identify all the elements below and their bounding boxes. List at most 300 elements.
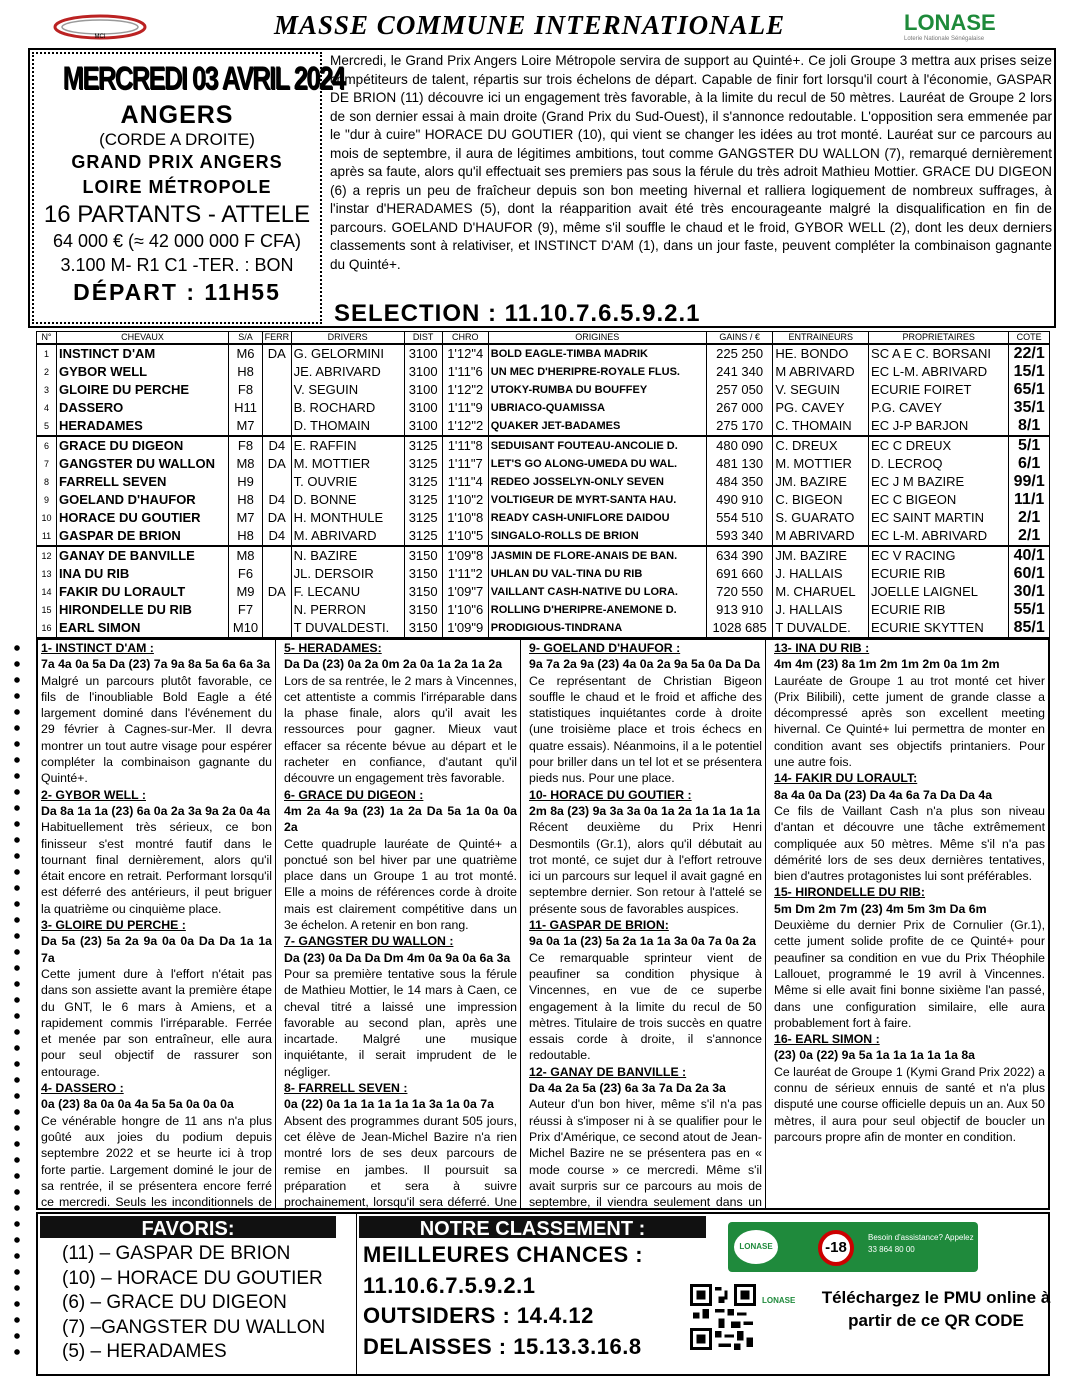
cell-trainer: C. BIGEON: [773, 491, 869, 509]
analysis-text: Cette quadruple lauréate de Quinté+ a ponctué son bel hiver par une quatrième place dans un Groupe 1 au trot monté. Elle a moins de références corde à droite mais est clairement compétitive dans un 3e échelon. A retenir en bon rang.: [284, 836, 517, 933]
cell-dist: 3100: [404, 344, 442, 363]
cell-trainer: J. HALLAIS: [773, 565, 869, 583]
favori-item: (5) – HERADAMES: [62, 1341, 227, 1362]
analysis-column-3: [526, 640, 766, 1210]
analysis-perf: 9a 0a 1a (23) 5a 2a 1a 1a 3a 0a 7a 0a 2a: [529, 934, 757, 949]
analysis-text: Habituellement très sérieux, ce bon finisseur s'est montré fautif dans le tournant final dernièrement, alors qu'il était encore en retrait. Performant lorsqu'il est déferré des antérieurs, il peut briguer la quatrième ou cinquième place.: [41, 820, 272, 916]
analysis-text: Malgré un parcours plutôt favorable, ce fils de l'inoubliable Bold Eagle a été largement dominé dans l'événement du 29 février à Cagnes-sur-Mer. Il devra montrer un tout autre visage pour espérer compléter la combinaison gagnante du Quinté+.: [41, 673, 272, 786]
cell-driver: N. BAZIRE: [291, 546, 404, 565]
cell-horse: HERADAMES: [57, 417, 229, 436]
cell-sa: M10: [229, 619, 263, 638]
download-text: Téléchargez le PMU online à partir de ce QR CODE: [821, 1288, 1051, 1330]
column-header: ORIGINES: [488, 332, 706, 344]
analysis-perf: 2m 8a (23) 9a 3a 3a 0a 1a 2a 1a 1a 1a 1a: [529, 803, 761, 818]
cell-n: 13: [37, 565, 57, 583]
masthead-title: MASSE COMMUNE INTERNATIONALE: [274, 10, 786, 40]
cell-trainer: M ABRIVARD: [773, 527, 869, 546]
column-header: COTE: [1009, 332, 1050, 344]
cell-trainer: M. MOTTIER: [773, 455, 869, 473]
favori-item: (7) –GANGSTER DU WALLON: [62, 1316, 326, 1338]
analysis-text: Ce vénérable hongre de 11 ans n'a plus goûté aux joies du podium depuis septembre 2022 et se heurte ici à trop forte partie. Largement dominé le jour de sa rentrée, il se présentera encore ferré ce mercredi. Seuls les inconditionnels de: [41, 1113, 272, 1210]
cell-gains: 275 170: [706, 417, 773, 436]
analysis-text: Cette jument dure à l'effort n'était pas dans son assiette avant la première étape du GNT, le 6 mars à Amiens, et a rapidement commis l'irréparable. Ferrée et menée par son entraîneur, elle aura pour seul objectif de rassurer son entourage.: [41, 966, 272, 1079]
cell-chro: 1'10"5: [442, 527, 488, 546]
cell-horse: GASPAR DE BRION: [57, 527, 229, 546]
table-row: [37, 619, 1050, 638]
cell-origin: SEDUISANT FOUTEAU-ANCOLIE D.: [488, 436, 706, 455]
analysis-text: Deuxième du dernier Prix de Cornulier (Gr.1), cette jument solide profite de ce Quinté+ pour peaufiner sa condition en vue du Prix Théophile Lallouet, programmé le 19 avril à Vincennes. Même si elle avait fini bonne sixième l'an passé, dans une configuration similaire, elle aura probablement fort à faire.: [774, 918, 1045, 1030]
program-page: [24, 6, 1060, 1376]
table-row: [37, 473, 1050, 491]
qr-code-icon[interactable]: [690, 1284, 756, 1350]
analysis-text: Lauréate de Groupe 1 au trot monté cet hiver (Prix Bilibili), cette jument de grande classe a décompressé après son excellent meeting hivernal. Ce Quinté+ lui permettra de monter en condition avant ses objectifs printaniers. Pour une autre fois.: [774, 673, 1045, 770]
cell-ferr: [263, 399, 292, 417]
assistance-phone: 33 864 80 00: [868, 1245, 915, 1254]
cell-owner: ECURIE FOIRET: [869, 381, 1009, 399]
lonase-logo: [904, 10, 996, 42]
table-row: [37, 546, 1050, 565]
cell-chro: 1'10"2: [442, 491, 488, 509]
cell-origin: UHLAN DU VAL-TINA DU RIB: [488, 565, 706, 583]
table-row: [37, 399, 1050, 417]
cell-n: 2: [37, 363, 57, 381]
cell-trainer: HE. BONDO: [773, 344, 869, 363]
cell-driver: D. BONNE: [291, 491, 404, 509]
cell-sa: H8: [229, 363, 263, 381]
table-header-row: [37, 332, 1050, 344]
cell-horse: GOELAND D'HAUFOR: [57, 491, 229, 509]
race-info-panel: [32, 52, 345, 324]
table-row: [37, 455, 1050, 473]
table-row: [37, 363, 1050, 381]
cell-owner: EC C DREUX: [869, 436, 1009, 455]
cell-ferr: [263, 381, 292, 399]
cell-ferr: D4: [263, 436, 292, 455]
column-header: PROPRIETAIRES: [869, 332, 1009, 344]
cell-origin: QUAKER JET-BADAMES: [488, 417, 706, 436]
cell-dist: 3125: [404, 491, 442, 509]
cell-chro: 1'11"6: [442, 363, 488, 381]
analysis-perf: Da 4a 2a 5a (23) 6a 3a 7a Da 2a 3a: [529, 1081, 726, 1096]
race-summary-box: [28, 48, 1056, 328]
cell-sa: F8: [229, 381, 263, 399]
cell-cote: 30/1: [1009, 583, 1050, 601]
analysis-text: Lors de sa rentrée, le 2 mars à Vincennes, cet attentiste a commis l'irréparable dans la phase finale, alors qu'il avait les ressources pour gagner. Mieux vaut effacer sa récente bévue au départ et le racheter en confiance, d'autant qu'il découvre un engagement très favorable.: [284, 673, 517, 786]
cell-chro: 1'11"4: [442, 473, 488, 491]
cell-gains: 634 390: [706, 546, 773, 565]
cell-horse: GLOIRE DU PERCHE: [57, 381, 229, 399]
race-intro-text: Mercredi, le Grand Prix Angers Loire Métropole servira de support au Quinté+. Ce joli Groupe 3 mettra aux prises seize compétiteurs de talent, répartis sur trois échelons de départ. Capable de finir fort lorsqu'il court à l'économie, GASPAR DE BRION (11) découvre ici un engagement très favorable, à la limite du recul de 50 mètres. Lauréat de Groupe 2 lors de son dernier essai à main droite (Grand Prix du Sud-Ouest), il s'annonce redoutable. L'opposition sera emmenée par le "dur à cuire" HORACE DU GOUTIER (10), qui vient se changer les idées au trot monté. Lauréat sur ce parcours au mois de septembre, il aura de légitimes ambitions, tout comme GANGSTER DU WALLON (7), remarqué dernièrement après sa faute, alors qu'il effectuait ses premiers pas sous la férule du très adroit Mathieu Mottier. GRACE DU DIGEON (6) a repris un peu de fraîcheur depuis son bon meeting hivernal et ralliera logiquement de nombreux suffrages, à l'instar d'HERADAMES (5), dont la réapparition avait été très encourageante malgré la disqualification en fin de parcours. GOELAND D'HAUFOR (9), même s'il souffle le chaud et le froid, GYBOR WELL (2), dont les deux derniers classements sont à relativiser, et INSTINCT D'AM (1), dans un jour faste, peuvent compléter la combinaison gagnante du Quinté+.: [330, 53, 1052, 272]
cell-owner: EC V RACING: [869, 546, 1009, 565]
cell-n: 9: [37, 491, 57, 509]
cell-horse: FAKIR DU LORAULT: [57, 583, 229, 601]
cell-n: 4: [37, 399, 57, 417]
race-date: MERCREDI 03 AVRIL 2024: [62, 60, 345, 96]
cell-n: 7: [37, 455, 57, 473]
assistance-label: Besoin d'assistance? Appelez: [868, 1233, 974, 1242]
analysis-item: [41, 917, 272, 1080]
cell-driver: M. ABRIVARD: [291, 527, 404, 546]
cell-ferr: DA: [263, 344, 292, 363]
analysis-perf: 7a 4a 0a 5a Da (23) 7a 9a 8a 5a 6a 6a 3a: [41, 657, 271, 672]
cell-trainer: T DUVALDE.: [773, 619, 869, 638]
cell-horse: FARRELL SEVEN: [57, 473, 229, 491]
assistance-text: [868, 1232, 974, 1256]
race-distance: 3.100 M- R1 C1 -TER. : BON: [60, 255, 294, 275]
cell-cote: 40/1: [1009, 546, 1050, 565]
analysis-section: [36, 638, 1050, 1210]
cell-sa: H9: [229, 473, 263, 491]
cell-n: 10: [37, 509, 57, 527]
cell-owner: SC A E C. BORSANI: [869, 344, 1009, 363]
favori-item: (6) – GRACE DU DIGEON: [62, 1292, 287, 1313]
analysis-title: 15- HIRONDELLE DU RIB:: [774, 885, 925, 900]
cell-horse: DASSERO: [57, 399, 229, 417]
analysis-column-1: [36, 640, 276, 1210]
cell-owner: JOELLE LAIGNEL: [869, 583, 1009, 601]
analysis-title: 8- FARRELL SEVEN :: [284, 1081, 408, 1096]
analysis-item: [284, 1080, 517, 1210]
age-restriction-icon: -18: [818, 1230, 854, 1266]
cell-sa: H8: [229, 527, 263, 546]
selection: SELECTION : 11.10.7.6.5.9.2.1: [334, 300, 701, 327]
analysis-text: Ce lauréat de Groupe 1 (Kymi Grand Prix 2022) a connu de sérieux ennuis de santé et n'a plus disputé une course officielle depuis un an. Aux 50 mètres, il aura pour seul objectif de boucler un parcours propre afin de monter en condition.: [774, 1064, 1045, 1144]
cell-horse: EARL SIMON: [57, 619, 229, 638]
cell-chro: 1'09"9: [442, 619, 488, 638]
column-header: ENTRAINEURS: [773, 332, 869, 344]
mci-logo: [52, 12, 148, 42]
cell-n: 14: [37, 583, 57, 601]
cell-chro: 1'12"2: [442, 381, 488, 399]
race-corde: (CORDE A DROITE): [99, 130, 255, 149]
cell-ferr: [263, 473, 292, 491]
mci-logo-text: MCI: [94, 34, 106, 40]
analysis-perf: 4m 4m (23) 8a 1m 2m 1m 2m 0a 1m 2m: [774, 657, 1000, 672]
analysis-item: [529, 640, 762, 787]
cell-cote: 11/1: [1009, 491, 1050, 509]
cell-cote: 2/1: [1009, 509, 1050, 527]
cell-gains: 241 340: [706, 363, 773, 381]
cell-owner: ECURIE RIB: [869, 601, 1009, 619]
column-header: FERR: [263, 332, 292, 344]
column-header: N°: [37, 332, 57, 344]
cell-sa: M7: [229, 417, 263, 436]
cell-cote: 55/1: [1009, 601, 1050, 619]
cell-gains: 225 250: [706, 344, 773, 363]
analysis-item: [41, 1080, 272, 1210]
cell-driver: F. LECANU: [291, 583, 404, 601]
analysis-item: [284, 640, 517, 787]
analysis-title: 1- INSTINCT D'AM :: [41, 641, 154, 655]
table-row: [37, 491, 1050, 509]
analysis-perf: Da (23) 0a Da Da Dm 4m 0a 9a 0a 6a 3a: [284, 950, 511, 965]
cell-cote: 22/1: [1009, 344, 1050, 363]
cell-dist: 3125: [404, 455, 442, 473]
column-header: CHEVAUX: [57, 332, 229, 344]
race-city: ANGERS: [120, 101, 234, 129]
cell-ferr: [263, 565, 292, 583]
cell-dist: 3150: [404, 565, 442, 583]
cell-chro: 1'11"7: [442, 455, 488, 473]
cell-sa: M8: [229, 455, 263, 473]
classement-title: NOTRE CLASSEMENT :: [357, 1214, 708, 1240]
cell-trainer: V. SEGUIN: [773, 381, 869, 399]
lonase-badge: LONASE: [734, 1230, 778, 1264]
cell-owner: ECURIE SKYTTEN: [869, 619, 1009, 638]
cell-driver: G. GELORMINI: [291, 344, 404, 363]
cell-dist: 3100: [404, 417, 442, 436]
cell-dist: 3100: [404, 399, 442, 417]
cell-owner: EC L-M. ABRIVARD: [869, 527, 1009, 546]
cell-trainer: JM. BAZIRE: [773, 546, 869, 565]
cell-chro: 1'11"2: [442, 565, 488, 583]
cell-origin: VAILLANT CASH-NATIVE DU LORA.: [488, 583, 706, 601]
cell-owner: P.G. CAVEY: [869, 399, 1009, 417]
header: [24, 6, 1060, 46]
cell-horse: HORACE DU GOUTIER: [57, 509, 229, 527]
analysis-text: Ce remarquable sprinteur vient de peaufiner sa condition physique à Vincennes, en vue de ce superbe engagement à la limite du recul de 50 mètres. Titulaire de trois succès en quatre essais corde à droite, il s'annonce redoutable.: [529, 950, 762, 1063]
cell-trainer: C. DREUX: [773, 436, 869, 455]
cell-owner: EC J-P BARJON: [869, 417, 1009, 436]
cell-n: 12: [37, 546, 57, 565]
analysis-item: [529, 787, 762, 917]
cell-sa: H8: [229, 491, 263, 509]
cell-chro: 1'10"6: [442, 601, 488, 619]
cell-gains: 593 340: [706, 527, 773, 546]
cell-origin: UN MEC D'HERIPRE-ROYALE FLUS.: [488, 363, 706, 381]
cell-origin: SINGALO-ROLLS DE BRION: [488, 527, 706, 546]
cell-sa: M9: [229, 583, 263, 601]
cell-chro: 1'11"9: [442, 399, 488, 417]
analysis-text: Ce fils de Vaillant Cash n'a plus son niveau d'antan et découvre une tâche extrêmement compliquée aux 50 mètres. Même s'il n'a pas démérité lors de ses deux dernières tentatives, bien d'autres protagonistes lui sont préférables.: [774, 803, 1045, 884]
cell-horse: HIRONDELLE DU RIB: [57, 601, 229, 619]
cell-trainer: M. CHARUEL: [773, 583, 869, 601]
cell-n: 6: [37, 436, 57, 455]
cell-driver: B. ROCHARD: [291, 399, 404, 417]
cell-driver: T. OUVRIE: [291, 473, 404, 491]
analysis-text: Auteur d'un bon hiver, même s'il n'a pas réussi à s'imposer ni à se qualifier pour le Prix d'Amérique, ce second atout de Jean-Michel Bazire ne se présentera pas en « mode course » ce mercredi. Même s'il avait surpris sur ce parcours au mois de septembre, il viendra seulement dans un: [529, 1097, 762, 1210]
analysis-title: 2- GYBOR WELL :: [41, 787, 146, 802]
cell-gains: 720 550: [706, 583, 773, 601]
cell-driver: E. RAFFIN: [291, 436, 404, 455]
cell-chro: 1'09"7: [442, 583, 488, 601]
analysis-perf: 4m 2a 4a 9a (23) 1a 2a Da 5a 1a 0a 0a 2a: [284, 803, 517, 835]
cell-origin: READY CASH-UNIFLORE DAIDOU: [488, 509, 706, 527]
cell-horse: INSTINCT D'AM: [57, 344, 229, 363]
analysis-perf: (23) 0a (22) 9a 5a 1a 1a 1a 1a 1a 8a: [774, 1048, 976, 1063]
cell-dist: 3125: [404, 509, 442, 527]
race-prize: 64 000 € (≈ 42 000 000 F CFA): [52, 231, 302, 251]
analysis-column-2: [281, 640, 521, 1210]
analysis-item: [529, 1064, 762, 1210]
table-row: [37, 601, 1050, 619]
analysis-perf: 0a (22) 0a 1a 1a 1a 1a 1a 3a 1a 0a 7a: [284, 1097, 494, 1112]
cell-dist: 3100: [404, 381, 442, 399]
cell-ferr: [263, 601, 292, 619]
delaisses: DELAISSES : 15.13.3.16.8: [363, 1333, 642, 1359]
race-partants: 16 PARTANTS - ATTELE: [43, 201, 311, 228]
analysis-item: [774, 640, 1045, 770]
runners-table: [36, 331, 1050, 639]
analysis-perf: 9a 7a 2a 9a (23) 4a 0a 2a 9a 5a 0a Da Da: [529, 657, 761, 672]
race-name-line2: LOIRE MÉTROPOLE: [82, 177, 272, 197]
cell-dist: 3125: [404, 473, 442, 491]
cell-owner: EC SAINT MARTIN: [869, 509, 1009, 527]
cell-owner: EC C BIGEON: [869, 491, 1009, 509]
analysis-perf: 0a (23) 8a 0a 0a 4a 5a 5a 0a 0a 0a: [41, 1097, 234, 1112]
cell-n: 15: [37, 601, 57, 619]
analysis-title: 6- GRACE DU DIGEON :: [284, 787, 424, 802]
cell-gains: 480 090: [706, 436, 773, 455]
analysis-column-4: [771, 640, 1050, 1210]
cell-ferr: DA: [263, 583, 292, 601]
cell-gains: 1028 685: [706, 619, 773, 638]
analysis-title: 4- DASSERO :: [41, 1081, 124, 1096]
race-depart: DÉPART : 11H55: [73, 279, 281, 305]
cell-cote: 35/1: [1009, 399, 1050, 417]
cell-chro: 1'12"2: [442, 417, 488, 436]
favoris-title: FAVORIS:: [38, 1214, 338, 1240]
cell-trainer: PG. CAVEY: [773, 399, 869, 417]
column-header: S/A: [229, 332, 263, 344]
cell-origin: LET'S GO ALONG-UMEDA DU WAL.: [488, 455, 706, 473]
classement-panel: [356, 1214, 708, 1374]
cell-gains: 267 000: [706, 399, 773, 417]
analysis-text: Absent des programmes durant 505 jours, cet élève de Jean-Michel Bazire n'a rien montré lors de ses deux parcours de remise en jambes. Il poursuit sa préparation et sera à suivre prochainement, lorsqu'il sera déferré. Une: [284, 1113, 517, 1210]
analysis-perf: 8a 4a 0a Da (23) Da 4a 6a 7a Da Da 4a: [774, 787, 993, 802]
cell-origin: REDEO JOSSELYN-ONLY SEVEN: [488, 473, 706, 491]
cell-n: 16: [37, 619, 57, 638]
cell-dist: 3100: [404, 363, 442, 381]
cell-cote: 65/1: [1009, 381, 1050, 399]
cell-chro: 1'09"8: [442, 546, 488, 565]
cell-dist: 3150: [404, 619, 442, 638]
cell-trainer: C. THOMAIN: [773, 417, 869, 436]
cell-ferr: [263, 546, 292, 565]
cell-driver: H. MONTHULE: [291, 509, 404, 527]
analysis-item: [529, 917, 762, 1064]
cell-dist: 3150: [404, 583, 442, 601]
analysis-item: [284, 933, 517, 1080]
cell-driver: JE. ABRIVARD: [291, 363, 404, 381]
cell-owner: EC J M BAZIRE: [869, 473, 1009, 491]
cell-trainer: M ABRIVARD: [773, 363, 869, 381]
chances-values: 11.10.6.7.5.9.2.1: [363, 1272, 536, 1298]
favoris-list: [38, 1242, 338, 1365]
cell-ferr: [263, 363, 292, 381]
cell-gains: 554 510: [706, 509, 773, 527]
analysis-perf: Da Da (23) 0a 2a 0m 2a 0a 1a 2a 1a 2a: [284, 657, 503, 672]
analysis-title: 16- EARL SIMON :: [774, 1032, 880, 1047]
lonase-logo-text: LONASE: [904, 10, 996, 35]
analysis-perf: Da 8a 1a 1a (23) 6a 0a 2a 3a 9a 2a 0a 4a: [41, 803, 271, 818]
cell-gains: 490 910: [706, 491, 773, 509]
cell-origin: UBRIACO-QUAMISSA: [488, 399, 706, 417]
cell-driver: N. PERRON: [291, 601, 404, 619]
cell-origin: VOLTIGEUR DE MYRT-SANTA HAU.: [488, 491, 706, 509]
analysis-title: 3- GLOIRE DU PERCHE :: [41, 918, 186, 933]
analysis-item: [284, 787, 517, 934]
cell-trainer: J. HALLAIS: [773, 601, 869, 619]
analysis-text: Ce représentant de Christian Bigeon souffle le chaud et le froid et affiche des statistiques inquiétantes corde à droite (une troisième place et trois échecs en quatre essais). Néanmoins, il a le potentiel pour briller dans un tel lot et se présentera pieds nus. Pour une place.: [529, 673, 762, 786]
cell-trainer: S. GUARATO: [773, 509, 869, 527]
analysis-perf: Da 5a (23) 5a 2a 9a 0a 0a Da Da 1a 1a 7a: [41, 934, 272, 965]
cell-cote: 8/1: [1009, 417, 1050, 436]
cell-sa: F6: [229, 565, 263, 583]
column-header: CHRO: [442, 332, 488, 344]
table-row: [37, 381, 1050, 399]
cell-gains: 481 130: [706, 455, 773, 473]
responsible-gaming-banner: [728, 1222, 978, 1272]
analysis-text: Récent deuxième du Prix Henri Desmontils (Gr.1), alors qu'il débutait au trot monté, ce sujet dur à l'effort retrouve ici un parcours sur lequel il avait gagné en septembre dernier. Son retour à l'attelé se présente sous de favorables auspices.: [529, 820, 762, 916]
cell-gains: 913 910: [706, 601, 773, 619]
cell-cote: 2/1: [1009, 527, 1050, 546]
cell-cote: 60/1: [1009, 565, 1050, 583]
analysis-title: 10- HORACE DU GOUTIER :: [529, 787, 692, 802]
analysis-text: Pour sa première tentative sous la férule de Mathieu Mottier, le 14 mars à Caen, ce cheval titré a laissé une impression favorable au second plan, après une incartade. Malgré une musique inquiétante, il serait imprudent de le négliger.: [284, 966, 517, 1079]
cell-chro: 1'12"4: [442, 344, 488, 363]
analysis-item: [774, 884, 1045, 1031]
cell-origin: JASMIN DE FLORE-ANAIS DE BAN.: [488, 546, 706, 565]
analysis-title: 14- FAKIR DU LORAULT:: [774, 771, 918, 786]
cell-sa: M8: [229, 546, 263, 565]
cell-cote: 6/1: [1009, 455, 1050, 473]
cell-sa: H11: [229, 399, 263, 417]
analysis-title: 12- GANAY DE BANVILLE :: [529, 1064, 687, 1079]
cell-horse: GANAY DE BANVILLE: [57, 546, 229, 565]
cell-cote: 15/1: [1009, 363, 1050, 381]
cell-n: 8: [37, 473, 57, 491]
lonase-logo-tagline: Loterie Nationale Sénégalaise: [904, 36, 985, 42]
analysis-title: 9- GOELAND D'HAUFOR :: [529, 641, 681, 655]
cell-origin: UTOKY-RUMBA DU BOUFFEY: [488, 381, 706, 399]
outsiders: OUTSIDERS : 14.4.12: [363, 1303, 594, 1328]
cell-cote: 85/1: [1009, 619, 1050, 638]
cell-gains: 257 050: [706, 381, 773, 399]
cell-ferr: DA: [263, 509, 292, 527]
cell-driver: V. SEGUIN: [291, 381, 404, 399]
analysis-title: 7- GANGSTER DU WALLON :: [284, 934, 454, 949]
cell-horse: GANGSTER DU WALLON: [57, 455, 229, 473]
cell-origin: BOLD EAGLE-TIMBA MADRIK: [488, 344, 706, 363]
cell-horse: GYBOR WELL: [57, 363, 229, 381]
cell-trainer: JM. BAZIRE: [773, 473, 869, 491]
cell-cote: 99/1: [1009, 473, 1050, 491]
cell-gains: 691 660: [706, 565, 773, 583]
race-name-line1: GRAND PRIX ANGERS: [71, 152, 283, 172]
column-header: DRIVERS: [291, 332, 404, 344]
bottom-panel: [36, 1212, 1050, 1376]
cell-sa: M7: [229, 509, 263, 527]
table-row: [37, 436, 1050, 455]
cell-horse: INA DU RIB: [57, 565, 229, 583]
column-header: DIST: [404, 332, 442, 344]
cell-dist: 3150: [404, 546, 442, 565]
cell-chro: 1'10"8: [442, 509, 488, 527]
cell-dist: 3150: [404, 601, 442, 619]
cell-owner: ECURIE RIB: [869, 565, 1009, 583]
analysis-perf: 5m Dm 2m 7m (23) 4m 5m 3m Da 6m: [774, 901, 987, 916]
table-row: [37, 344, 1050, 363]
cell-dist: 3125: [404, 527, 442, 546]
column-header: GAINS / €: [706, 332, 773, 344]
table-row: [37, 509, 1050, 527]
chances-label: MEILLEURES CHANCES :: [363, 1242, 644, 1267]
cell-driver: D. THOMAIN: [291, 417, 404, 436]
cell-driver: JL. DERSOIR: [291, 565, 404, 583]
analysis-item: [774, 1031, 1045, 1145]
cell-n: 5: [37, 417, 57, 436]
